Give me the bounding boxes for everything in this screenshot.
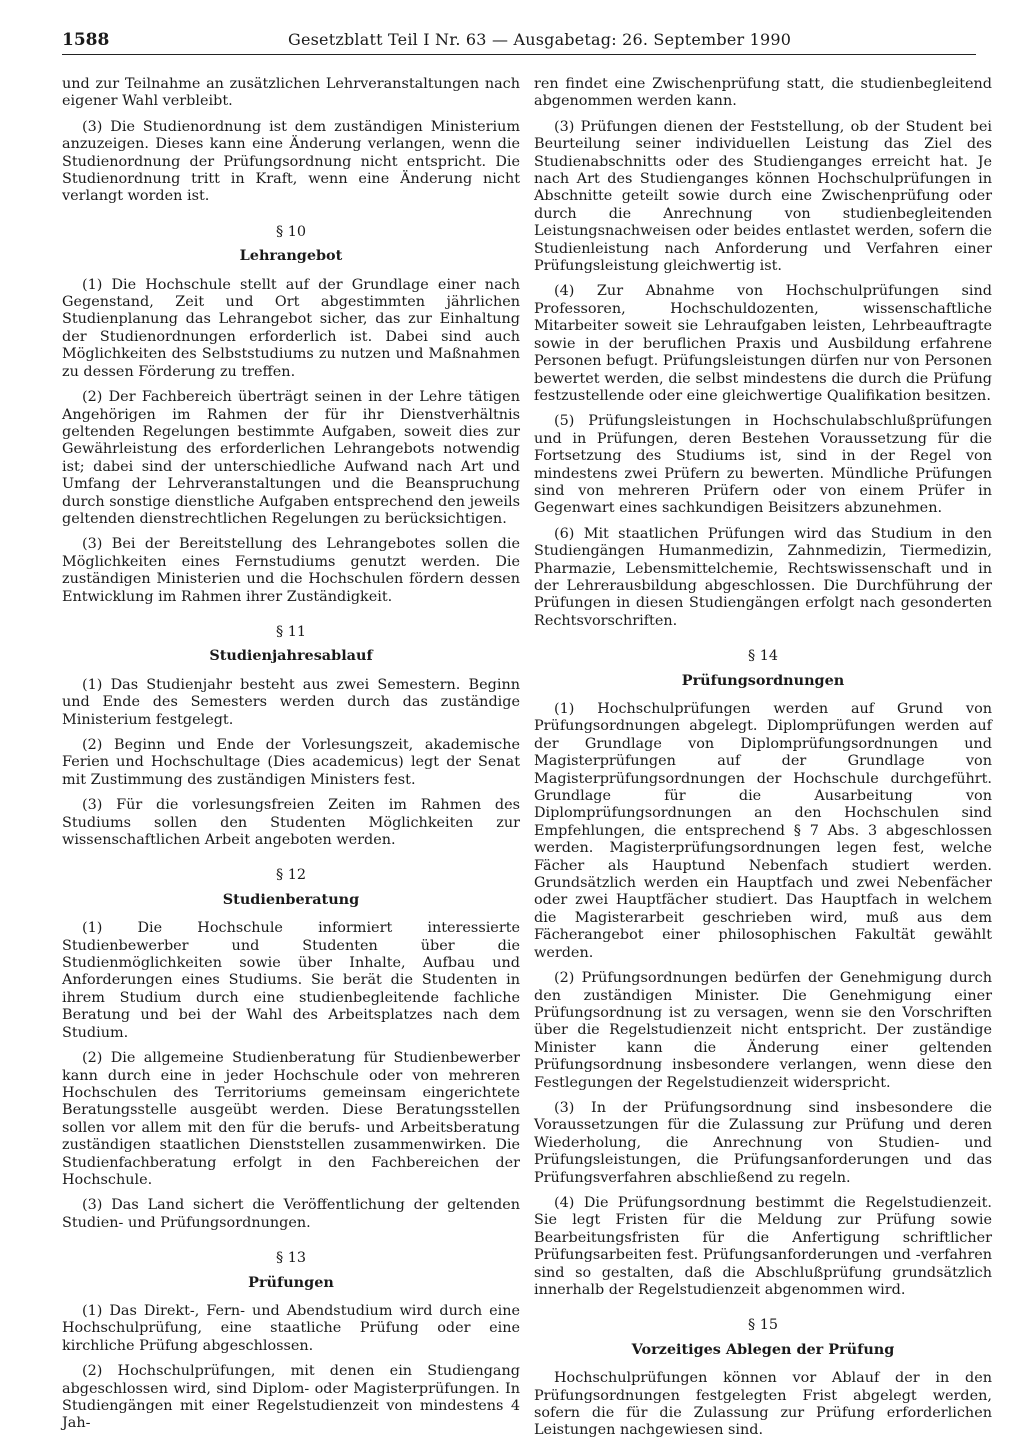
section-heading: Prüfungen bbox=[248, 1273, 334, 1291]
paragraph: (2) Hochschulprüfungen, mit denen ein Studiengang abgeschlossen wird, sind Diplom- oder Magisterprüfungen. In Studiengängen mit einer Regelstudienzeit von mindestens 4 Jah- bbox=[62, 1363, 520, 1432]
section-heading: Studienberatung bbox=[222, 890, 360, 908]
page-header bbox=[62, 28, 976, 55]
section-heading: Vorzeitiges Ablegen der Prüfung bbox=[631, 1340, 895, 1358]
paragraph: (3) Bei der Bereitstellung des Lehrangebotes sollen die Möglichkeiten eines Fernstudiums genutzt werden. Die zuständigen Ministerien und die Hochschulen fördern dessen Entwicklung im Rahmen ihrer Zuständigkeit. bbox=[62, 536, 520, 605]
paragraph: (2) Die allgemeine Studienberatung für Studienbewerber kann durch eine in jeder Hochschule oder von mehreren Hochschulen des Territoriums gemeinsam eingerichtete Beratungsstelle ausgeübt werden. Diese Beratungsstellen sollen vor allem mit den für die berufs- und Arbeitsberatung zuständigen staatlichen Dienststellen zusammenwirken. Die Studienfachberatung erfolgt in den Fachbereichen der Hochschule. bbox=[62, 1050, 520, 1188]
paragraph: (1) Das Direkt-, Fern- und Abendstudium wird durch eine Hochschulprüfung, eine staatliche Prüfung oder eine kirchliche Prüfung abgeschlossen. bbox=[62, 1302, 520, 1354]
paragraph: (3) Die Studienordnung ist dem zuständigen Ministerium anzuzeigen. Dieses kann eine Änderung verlangen, wenn die Studienordnung der Prüfungsordnung nicht entspricht. Die Studienordnung tritt in Kraft, wenn eine Änderung nicht verlangt worden ist. bbox=[62, 118, 520, 205]
paragraph: (3) Für die vorlesungsfreien Zeiten im Rahmen des Studiums sollen den Studenten Möglichkeiten zur wissenschaftlichen Arbeit angeboten werden. bbox=[62, 797, 520, 849]
section-number: § 13 bbox=[275, 1250, 307, 1267]
section-heading: Studienjahresablauf bbox=[209, 647, 373, 665]
paragraph: (1) Die Hochschule informiert interessierte Studienbewerber und Studenten über die Studienmöglichkeiten sowie über Inhalte, Aufbau und Anforderungen eines Studiums. Sie berät die Studenten in ihrem Studium durch eine studienbegleitende fachliche Beratung und bei der Wahl des Arbeitsplatzes nach dem Studium. bbox=[62, 920, 520, 1041]
section-number: § 14 bbox=[747, 648, 779, 665]
paragraph: (2) Beginn und Ende der Vorlesungszeit, akademische Ferien und Hochschultage (Dies academicus) legt der Senat mit Zustimmung des zuständigen Ministers fest. bbox=[62, 737, 520, 788]
paragraph: (5) Prüfungsleistungen in Hochschulabschlußprüfungen und in Prüfungen, deren Bestehen Voraussetzung für die Fortsetzung des Studiums ist, sind in der Regel von mindestens zwei Prüfern zu bewerten. Mündliche Prüfungen sind von mehreren Prüfern oder von einem Prüfer in Gegenwart eines sachkundigen Beisitzers abzunehmen. bbox=[534, 413, 992, 517]
paragraph: (6) Mit staatlichen Prüfungen wird das Studium in den Studiengängen Humanmedizin, Zahnmedizin, Tiermedizin, Pharmazie, Lebensmittelchemie, Rechtswissenschaft und in der Lehrerausbildung abgeschlossen. Die Durchführung der Prüfungen in diesen Studiengängen erfolgt nach gesonderten Rechtsvorschriften. bbox=[534, 525, 992, 629]
paragraph: Hochschulprüfungen können vor Ablauf der in den Prüfungsordnungen festgelegten Frist abgelegt werden, sofern die für die Zulassung zur Prüfung erforderlichen Leistungen nachgewiesen sind. bbox=[534, 1370, 992, 1439]
section-number: § 10 bbox=[275, 223, 307, 240]
section-number: § 12 bbox=[275, 867, 307, 884]
paragraph: (2) Der Fachbereich überträgt seinen in der Lehre tätigen Angehörigen im Rahmen der für ihr Dienstverhältnis geltenden Regelungen bestimmte Aufgaben, soweit dies zur Gewährleistung des erforderlichen Lehrangebots notwendig ist; dabei sind der unterschiedliche Aufwand nach Art und Umfang der Lehrveranstaltungen und die Beanspruchung durch sonstige dienstliche Aufgaben entsprechend den jeweils geltenden dienstrechtlichen Regelungen zu berücksichtigen. bbox=[62, 389, 520, 527]
section-number: § 11 bbox=[275, 623, 307, 640]
section-number: § 15 bbox=[747, 1317, 779, 1334]
paragraph: (1) Das Studienjahr besteht aus zwei Semestern. Beginn und Ende des Semesters werden durch das zuständige Ministerium festgelegt. bbox=[62, 676, 520, 728]
paragraph: (2) Prüfungsordnungen bedürfen der Genehmigung durch den zuständigen Minister. Die Genehmigung einer Prüfungsordnung ist zu versagen, wenn sie den Vorschriften über die Regelstudienzeit nicht entspricht. Der zuständige Minister kann die Änderung einer geltenden Prüfungsordnung insbesondere verlangen, wenn diese den Festlegungen der Regelstudienzeit widerspricht. bbox=[534, 970, 992, 1091]
paragraph: (3) Das Land sichert die Veröffentlichung der geltenden Studien- und Prüfungsordnungen. bbox=[62, 1197, 520, 1231]
paragraph: (1) Hochschulprüfungen werden auf Grund von Prüfungsordnungen abgelegt. Diplomprüfungen werden auf der Grundlage von Diplomprüfungsordnungen und Magisterprüfungen auf der Grundlage von Magisterprüfungsordnungen der Hochschule durchgeführt. Grundlage für die Ausarbeitung von Diplomprüfungsordnungen an den Hochschulen sind Empfehlungen, die entsprechend § 7 Abs. 3 abgeschlossen werden. Magisterprüfungsordnungen legen fest, welche Fächer als Hauptund Nebenfach studiert werden. Grundsätzlich werden ein Hauptfach und zwei Nebenfächer oder zwei Hauptfächer studiert. Das Hauptfach in welchem die Magisterarbeit geschrieben wird, muß aus dem Fächerangebot einer philosophischen Fakultät gewählt werden. bbox=[534, 701, 992, 961]
running-head: Gesetzblatt Teil I Nr. 63 — Ausgabetag: 26. September 1990 bbox=[288, 30, 792, 49]
right-column bbox=[534, 76, 992, 1448]
paragraph: (4) Die Prüfungsordnung bestimmt die Regelstudienzeit. Sie legt Fristen für die Meldung zur Prüfung sowie Bearbeitungsfristen für die Anfertigung schriftlicher Prüfungsarbeiten fest. Prüfungsanforderungen und -verfahren sind so gestalten, daß die Abschlußprüfung grundsätzlich innerhalb der Regelstudienzeit abgenommen wird. bbox=[534, 1194, 992, 1298]
paragraph: (4) Zur Abnahme von Hochschulprüfungen sind Professoren, Hochschuldozenten, wissenschaftliche Mitarbeiter soweit sie Lehraufgaben leisten, Lehrbeauftragte sowie in der beruflichen Praxis und Ausbildung erfahrene Personen befugt. Prüfungsleistungen dürfen nur von Personen bewertet werden, die selbst mindestens die durch die Prüfung festzustellende oder eine gleichwertige Qualifikation besitzen. bbox=[534, 283, 992, 404]
section-heading: Lehrangebot bbox=[239, 247, 343, 265]
paragraph: ren findet eine Zwischenprüfung statt, die studienbegleitend abgenommen werden kann. bbox=[534, 76, 992, 110]
paragraph: (1) Die Hochschule stellt auf der Grundlage einer nach Gegenstand, Zeit und Ort abgestimmten jährlichen Studienplanung das Lehrangebot sicher, das zur Einhaltung der Studienordnungen erforderlich ist. Dabei sind auch Möglichkeiten des Selbststudiums zu nutzen und Maßnahmen zu dessen Förderung zu treffen. bbox=[62, 276, 520, 380]
paragraph: und zur Teilnahme an zusätzlichen Lehrveranstaltungen nach eigener Wahl verbleibt. bbox=[62, 76, 520, 110]
section-heading: Prüfungsordnungen bbox=[681, 671, 845, 689]
page-number: 1588 bbox=[62, 30, 110, 50]
paragraph: (3) Prüfungen dienen der Feststellung, ob der Student bei Beurteilung seiner individuellen Leistung das Ziel des Studienabschnitts oder des Studienganges erreicht hat. Je nach Art des Studienganges können Hochschulprüfungen in Abschnitte geteilt sowie durch eine Zwischenprüfung oder durch die Anrechnung von studienbegleitenden Leistungsnachweisen oder beides entlastet werden, sofern die Studienleistung nach Anforderung und Verfahren einer Prüfungsleistung gleichwertig ist. bbox=[534, 118, 992, 275]
left-column bbox=[62, 76, 520, 1441]
paragraph: (3) In der Prüfungsordnung sind insbesondere die Voraussetzungen für die Zulassung zur Prüfung und deren Wiederholung, die Anrechnung von Studien- und Prüfungsleistungen, die Prüfungsanforderungen und das Prüfungsverfahren abschließend zu regeln. bbox=[534, 1099, 992, 1186]
